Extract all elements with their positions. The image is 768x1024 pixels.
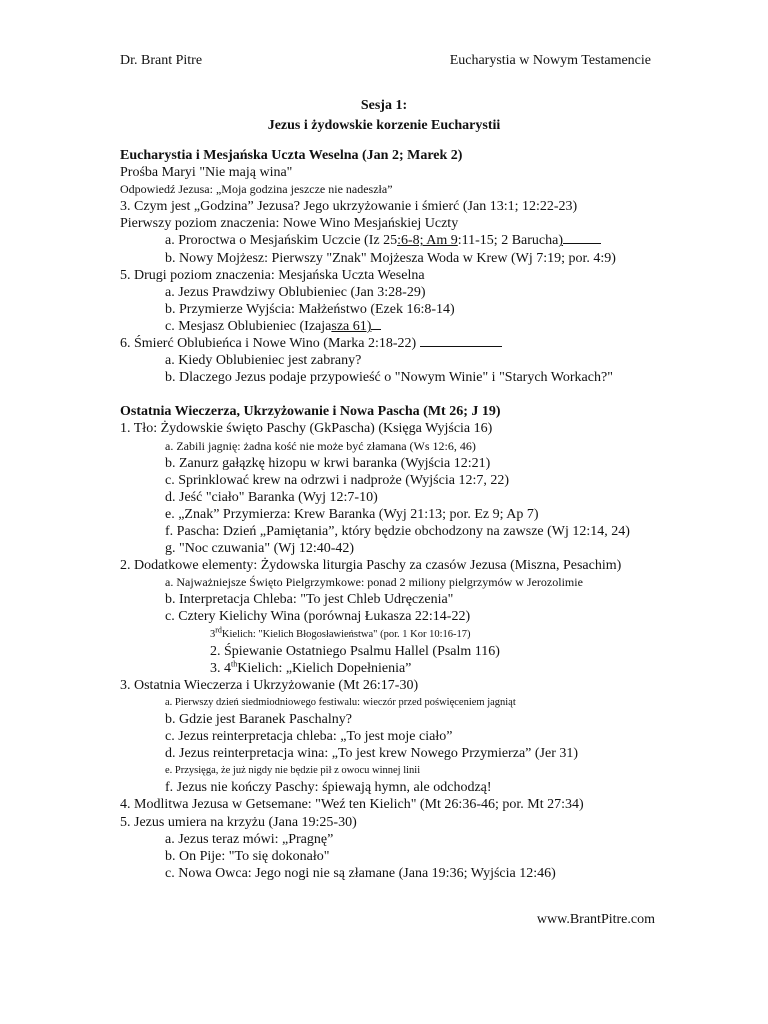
fill-blank: [420, 335, 502, 347]
fill-blank: [563, 232, 601, 244]
header-author: Dr. Brant Pitre: [120, 53, 203, 68]
outline-line: a. Jezus Prawdziwy Oblubieniec (Jan 3:28-29): [165, 284, 426, 300]
outline-line: 3. Czym jest „Godzina” Jezusa? Jego ukrzyżowanie i śmierć (Jan 13:1; 12:22-23): [120, 199, 578, 215]
outline-line: b. Interpretacja Chleba: "To jest Chleb Udręczenia": [165, 592, 454, 608]
outline-line: a. Jezus teraz mówi: „Pragnę”: [165, 831, 334, 847]
page-title: [0, 96, 768, 136]
outline-line: a. Proroctwa o Mesjańskim Uczcie (Iz 25:6-8; Am 9:11-15; 2 Barucha): [120, 232, 680, 249]
outline-line: 4. Modlitwa Jezusa w Getsemane: "Weź ten Kielich" (Mt 26:36-46; por. Mt 27:34): [120, 797, 584, 813]
outline-line: 5. Drugi poziom znaczenia: Mesjańska Uczta Weselna: [120, 267, 425, 283]
outline-line: a. Kiedy Oblubieniec jest zabrany?: [165, 353, 362, 369]
outline-line: g. "Noc czuwania" (Wj 12:40-42): [165, 541, 355, 557]
outline-line: 3. 4thKielich: „Kielich Dopełnienia”: [210, 659, 412, 676]
section-heading-wedding: Eucharystia i Mesjańska Uczta Weselna (Jan 2; Marek 2): [120, 148, 463, 163]
outline-line: b. Zanurz gałązkę hizopu w krwi baranka (Wyjścia 12:21): [165, 455, 491, 471]
section-heading-passover: Ostatnia Wieczerza, Ukrzyżowanie i Nowa Pascha (Mt 26; J 19): [120, 404, 501, 420]
outline-line: Prośba Maryi "Nie mają wina": [120, 165, 293, 181]
outline-line: b. Przymierze Wyjścia: Małżeństwo (Ezek 16:8-14): [165, 301, 455, 317]
outline-line: f. Jezus nie kończy Paschy: śpiewają hymn, ale odchodzą!: [165, 780, 492, 796]
outline-line: b. Dlaczego Jezus podaje przypowieść o "Nowym Winie" i "Starych Workach?": [165, 370, 613, 386]
outline-line: b. Gdzie jest Baranek Paschalny?: [165, 712, 352, 727]
outline-line: d. Jeść "ciało" Baranka (Wyj 12:7-10): [165, 489, 378, 505]
outline-line: a. Najważniejsze Święto Pielgrzymkowe: ponad 2 miliony pielgrzymów w Jerozolimie: [165, 575, 583, 590]
outline-line: 3. Ostatnia Wieczerza i Ukrzyżowanie (Mt 26:17-30): [120, 677, 419, 693]
outline-line: 6. Śmierć Oblubieńca i Nowe Wino (Marka 2:18-22): [120, 335, 680, 352]
outline-line: d. Jezus reinterpretacja wina: „To jest krew Nowego Przymierza” (Jer 31): [165, 746, 579, 762]
outline-line: a. Pierwszy dzień siedmiodniowego festiwalu: wieczór przed poświęceniem jagniąt: [165, 696, 516, 708]
session-title: Jezus i żydowskie korzenie Eucharystii: [267, 118, 501, 133]
outline-line: Pierwszy poziom znaczenia: Nowe Wino Mesjańskiej Uczty: [120, 216, 459, 232]
outline-line: Odpowiedź Jezusa: „Moja godzina jeszcze nie nadeszła”: [120, 182, 393, 197]
outline-line: e. Przysięga, że już nigdy nie będzie pił z owocu winnej linii: [165, 765, 421, 777]
outline-line: c. Mesjasz Oblubieniec (Izajasza 61): [120, 318, 680, 335]
outline-line: 2. Śpiewanie Ostatniego Psalmu Hallel (Psalm 116): [210, 643, 500, 659]
footer-url: www.BrantPitre.com: [536, 912, 655, 927]
outline: [120, 147, 680, 882]
outline-line: f. Pascha: Dzień „Pamiętania”, który będzie obchodzony na zawsze (Wj 12:14, 24): [165, 523, 630, 539]
outline-line: 2. Dodatkowe elementy: Żydowska liturgia Paschy za czasów Jezusa (Miszna, Pesachim): [120, 558, 622, 574]
header-course: Eucharystia w Nowym Testamencie: [449, 53, 651, 68]
fill-blank: [371, 318, 381, 330]
outline-line: b. Nowy Mojżesz: Pierwszy "Znak" Mojżesza Woda w Krew (Wj 7:19; por. 4:9): [165, 250, 616, 266]
outline-line: 5. Jezus umiera na krzyżu (Jana 19:25-30): [120, 814, 357, 830]
spacer: [120, 386, 680, 403]
outline-line: b. On Pije: "To się dokonało": [165, 848, 330, 864]
outline-line: c. Nowa Owca: Jego nogi nie są złamane (Jana 19:36; Wyjścia 12:46): [165, 865, 556, 881]
outline-line: c. Sprinklować krew na odrzwi i nadproże (Wyjścia 12:7, 22): [165, 472, 509, 488]
outline-line: e. „Znak” Przymierza: Krew Baranka (Wyj 21:13; por. Ez 9; Ap 7): [165, 506, 539, 522]
outline-line: 1. Tło: Żydowskie święto Paschy (GkPascha) (Księga Wyjścia 16): [120, 421, 493, 437]
outline-line: c. Cztery Kielichy Wina (porównaj Łukasza 22:14-22): [165, 609, 471, 625]
session-label: Sesja 1:: [360, 98, 408, 113]
outline-line: c. Jezus reinterpretacja chleba: „To jest moje ciało”: [165, 729, 453, 745]
outline-line: a. Zabili jagnię: żadna kość nie może być złamana (Ws 12:6, 46): [165, 438, 476, 453]
outline-line: 3rdKielich: "Kielich Błogosławieństwa" (por. 1 Kor 10:16-17): [210, 625, 471, 640]
